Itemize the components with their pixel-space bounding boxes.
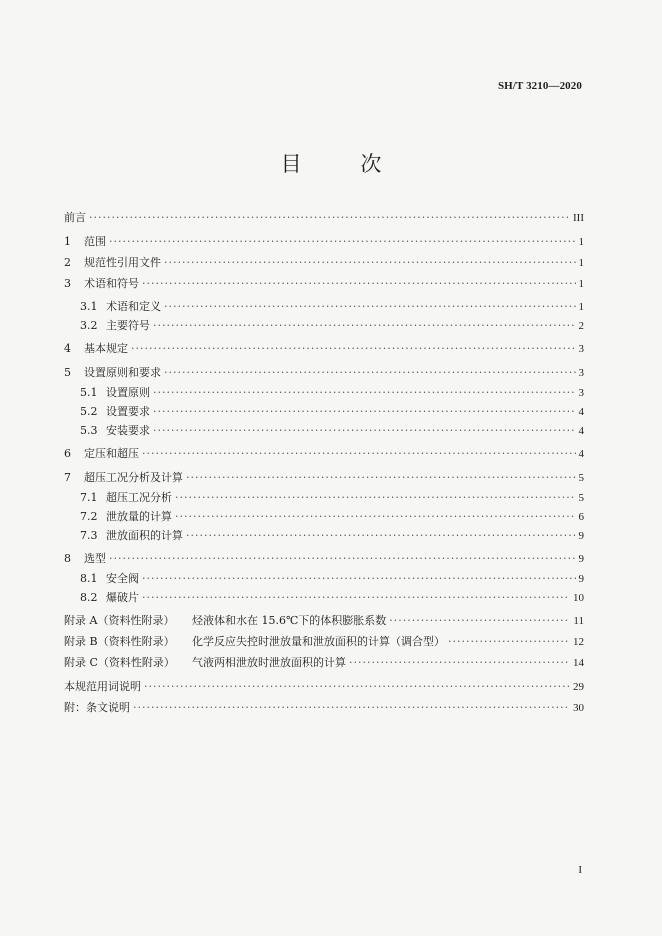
toc-entry[interactable]	[64, 569, 584, 588]
toc-entry[interactable]	[64, 652, 584, 673]
toc-entry[interactable]	[64, 402, 584, 421]
dot-leader	[186, 467, 576, 488]
toc-entry-number: 7.3	[80, 529, 98, 542]
toc-entry[interactable]	[64, 443, 584, 464]
toc-entry-label: 爆破片	[106, 591, 139, 604]
toc-entry-page: III	[573, 212, 584, 224]
toc-entry-page: 2	[578, 320, 584, 332]
toc-entry-label: 烃液体和水在 15.6℃下的体积膨胀系数	[192, 614, 387, 627]
dot-leader	[153, 383, 576, 402]
toc-entry[interactable]	[64, 207, 584, 228]
toc-entry-number: 6	[64, 447, 71, 460]
toc-entry-page: 3	[578, 387, 584, 399]
dot-leader	[144, 676, 570, 697]
dot-leader	[164, 252, 576, 273]
toc-entry-number: 1	[64, 235, 71, 248]
dot-leader	[133, 697, 570, 718]
toc-entry-page: 3	[578, 343, 584, 355]
toc-entry-number: 7.1	[80, 491, 98, 504]
dot-leader	[153, 421, 576, 440]
toc-entry-label: 基本规定	[84, 342, 128, 355]
toc-entry-page: 30	[573, 702, 584, 714]
toc-entry-page: 3	[578, 367, 584, 379]
toc-entry-label: 术语和符号	[84, 277, 139, 290]
toc-entry-number: 5.1	[80, 386, 98, 399]
toc-entry[interactable]	[64, 588, 584, 607]
toc-entry-number: 附录 C（资料性附录）	[64, 656, 175, 669]
toc-entry-page: 4	[578, 425, 584, 437]
toc-entry-page: 9	[578, 573, 584, 585]
toc-entry-number: 5.3	[80, 424, 98, 437]
toc-entry-number: 5.2	[80, 405, 98, 418]
toc-entry-number: 7	[64, 471, 71, 484]
toc-entry-number: 4	[64, 342, 71, 355]
page-title: 目 次	[280, 152, 408, 176]
toc-entry-label: 定压和超压	[84, 447, 139, 460]
toc-entry-label: 泄放量的计算	[106, 510, 172, 523]
toc-entry[interactable]	[64, 676, 584, 697]
toc-entry-number: 8.1	[80, 572, 98, 585]
toc-entry-number: 3.2	[80, 319, 98, 332]
toc-entry-number: 7.2	[80, 510, 98, 523]
toc-entry-number: 8	[64, 552, 71, 565]
toc-entry-number: 2	[64, 256, 71, 269]
toc-entry-number: 3.1	[80, 300, 98, 313]
toc-entry[interactable]	[64, 362, 584, 383]
dot-leader	[109, 548, 576, 569]
dot-leader	[175, 488, 576, 507]
toc-entry-number: 3	[64, 277, 71, 290]
toc-entry-number: 附录 B（资料性附录）	[64, 635, 175, 648]
standard-code: SH/T 3210—2020	[497, 80, 582, 92]
dot-leader	[349, 652, 570, 673]
toc-entry-page: 4	[578, 448, 584, 460]
dot-leader	[153, 316, 576, 335]
toc-entry-label: 规范性引用文件	[84, 256, 161, 269]
dot-leader	[153, 402, 576, 421]
toc-entry-page: 5	[578, 472, 584, 484]
toc-entry-label: 设置原则和要求	[84, 366, 161, 379]
toc-entry[interactable]	[64, 488, 584, 507]
toc-entry-number: 5	[64, 366, 71, 379]
toc-entry[interactable]	[64, 697, 584, 718]
toc-entry-label: 泄放面积的计算	[106, 529, 183, 542]
dot-leader	[164, 362, 576, 383]
toc-entry[interactable]	[64, 316, 584, 335]
toc-entry[interactable]	[64, 273, 584, 294]
toc-entry-label: 安装要求	[106, 424, 150, 437]
dot-leader	[142, 273, 576, 294]
dot-leader	[175, 507, 576, 526]
dot-leader	[142, 588, 570, 607]
toc-entry-page: 11	[573, 615, 584, 627]
page-number: I	[578, 864, 582, 876]
toc-entry-page: 14	[573, 657, 584, 669]
toc-entry[interactable]	[64, 231, 584, 252]
toc-entry-label: 术语和定义	[106, 300, 161, 313]
toc-entry-label: 设置要求	[106, 405, 150, 418]
toc-entry-label: 超压工况分析及计算	[84, 471, 183, 484]
toc-entry[interactable]	[64, 467, 584, 488]
dot-leader	[448, 631, 570, 652]
toc-entry-page: 29	[573, 681, 584, 693]
toc-entry-label: 化学反应失控时泄放量和泄放面积的计算（调合型）	[192, 635, 445, 648]
toc-entry-label: 选型	[84, 552, 106, 565]
toc-entry-label: 气液两相泄放时泄放面积的计算	[192, 656, 346, 669]
toc-entry-page: 6	[578, 511, 584, 523]
toc-entry[interactable]	[64, 631, 584, 652]
dot-leader	[389, 610, 570, 631]
dot-leader	[142, 443, 576, 464]
toc-entry[interactable]	[64, 338, 584, 359]
toc-entry-page: 5	[578, 492, 584, 504]
toc-entry-label: 范围	[84, 235, 106, 248]
toc-entry[interactable]	[64, 507, 584, 526]
toc-entry-page: 1	[578, 257, 584, 269]
toc-entry-label: 本规范用词说明	[64, 680, 141, 693]
toc-entry-label: 安全阀	[106, 572, 139, 585]
dot-leader	[89, 207, 570, 228]
toc-entry-page: 1	[578, 278, 584, 290]
toc-entry[interactable]	[64, 548, 584, 569]
toc-entry[interactable]	[64, 421, 584, 440]
dot-leader	[186, 526, 576, 545]
toc-entry-label: 超压工况分析	[106, 491, 172, 504]
toc-entry[interactable]	[64, 610, 584, 631]
toc-entry-label: 主要符号	[106, 319, 150, 332]
toc-entry[interactable]	[64, 383, 584, 402]
toc-entry-label: 前言	[64, 211, 86, 224]
toc-entry-number: 8.2	[80, 591, 98, 604]
toc-entry-page: 1	[578, 301, 584, 313]
dot-leader	[131, 338, 576, 359]
toc-entry-page: 9	[578, 553, 584, 565]
toc-entry-page: 10	[573, 592, 584, 604]
toc-entry[interactable]	[64, 252, 584, 273]
toc-entry-page: 1	[578, 236, 584, 248]
dot-leader	[164, 297, 576, 316]
toc-entry-page: 12	[573, 636, 584, 648]
table-of-contents	[64, 207, 584, 718]
toc-entry-page: 9	[578, 530, 584, 542]
toc-entry-page: 4	[578, 406, 584, 418]
toc-entry[interactable]	[64, 297, 584, 316]
toc-entry[interactable]	[64, 526, 584, 545]
toc-entry-label: 设置原则	[106, 386, 150, 399]
dot-leader	[142, 569, 576, 588]
toc-entry-number: 附录 A（资料性附录）	[64, 614, 175, 627]
dot-leader	[109, 231, 576, 252]
toc-entry-label: 附：条文说明	[64, 701, 130, 714]
